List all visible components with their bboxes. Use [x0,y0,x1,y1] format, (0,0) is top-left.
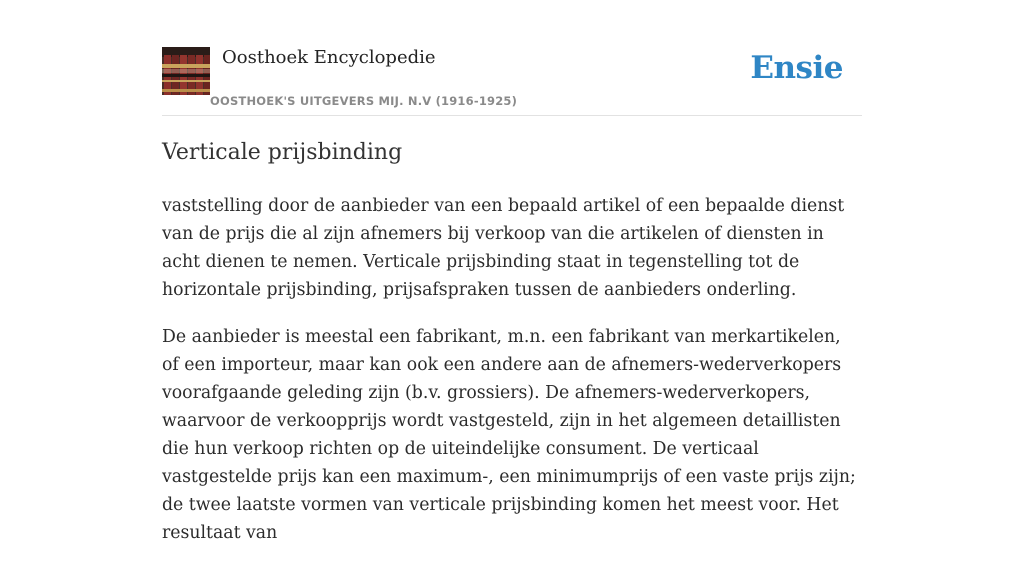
book-spines-icon [162,47,210,95]
article-paragraph: De aanbieder is meestal een fabrikant, m.n. een fabrikant van merkartikelen, of een importeur, maar kan ook een andere aan de afnemers-wederverkopers voorafgaande geleding zijn (b.v. grossiers). De afnemers-wederverkopers, waarvoor de verkoopprijs wordt vastgesteld, zijn in het algemeen detaillisten die hun verkoop richten op de uiteindelijke consument. De verticaal vastgestelde prijs kan een maximum-, een minimumprijs of een vaste prijs zijn; de twee laatste vormen van verticale prijsbinding komen het meest voor. Het resultaat van [162,327,856,543]
source-name[interactable]: Oosthoek Encyclopedie [222,47,436,68]
publisher-label: OOSTHOEK'S UITGEVERS MIJ. N.V (1916-1925) [210,94,518,108]
source-avatar[interactable] [162,47,210,95]
ensie-logo-link[interactable]: Ensie [750,50,843,86]
source-header [162,44,862,116]
header-divider [162,115,862,116]
article-body [162,192,862,566]
article-title: Verticale prijsbinding [162,140,403,165]
article-paragraph: vaststelling door de aanbieder van een bepaald artikel of een bepaalde dienst van de prijs die al zijn afnemers bij verkoop van die artikelen of diensten in acht dienen te nemen. Verticale prijsbinding staat in tegenstelling tot de horizontale prijsbinding, prijsafspraken tussen de aanbieders onderling. [162,196,845,300]
